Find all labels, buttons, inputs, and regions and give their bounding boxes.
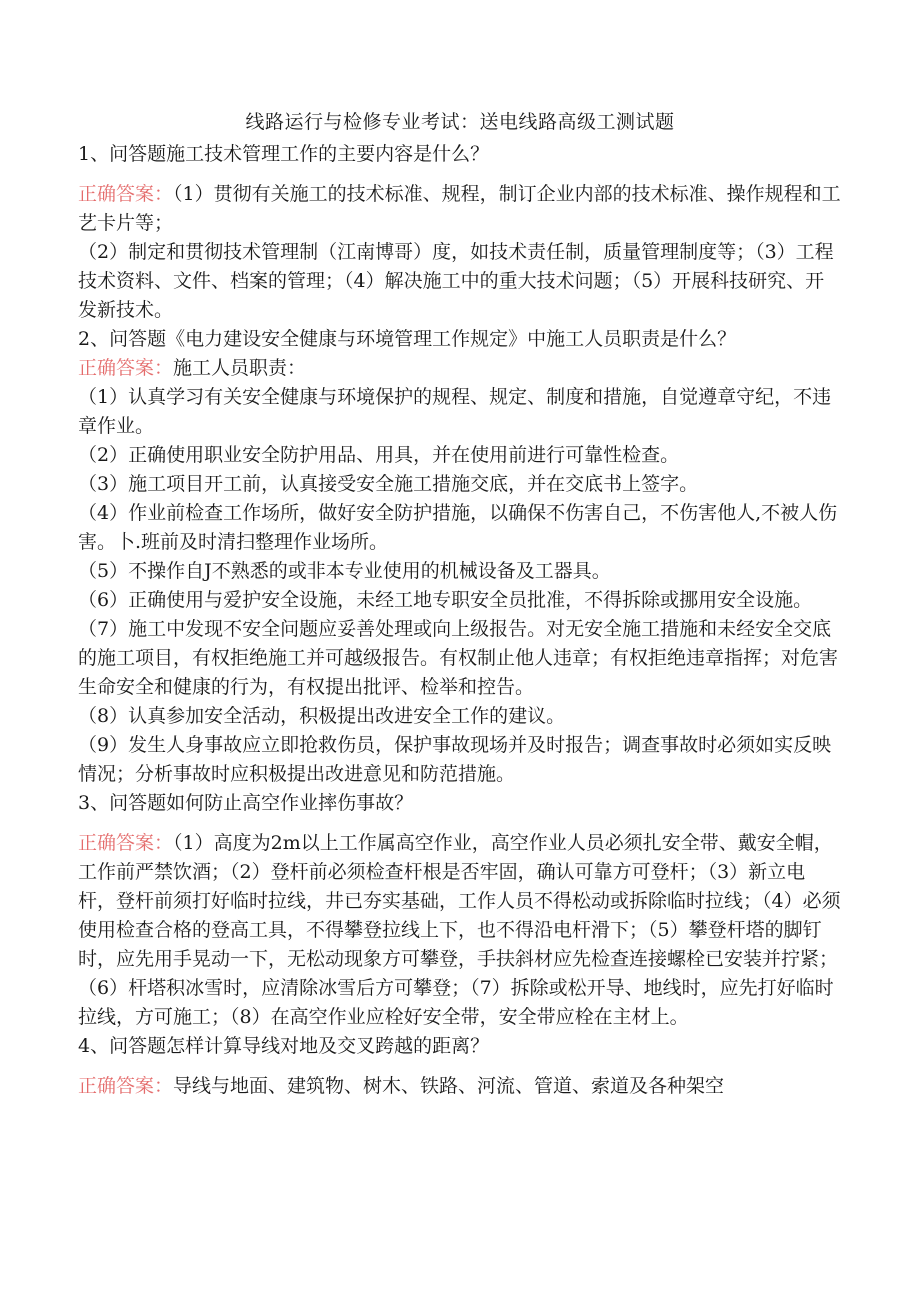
answer-text: （1）高度为2m以上工作属高空作业，高空作业人员必须扎安全带、戴安全帽，工作前严禁饮酒；（2）登杆前必须检查杆根是否牢固，确认可靠方可登杆；（3）新立电杆，登杆前须打好临时拉线，井已夯实基础，工作人员不得松动或拆除临时拉线；（4）必须使用检查合格的登高工具，不得攀登拉线上下，也不得沿电杆滑下；（5）攀登杆塔的脚钉时，应先用手晃动一下，无松动现象方可攀登，手扶斜材应先检查连接螺栓已安装并拧紧；（6）杆塔积冰雪时，应清除冰雪后方可攀登；（7）拆除或松开导、地线时，应先打好临时拉线，方可施工；（8）在高空作业应栓好安全带，安全带应栓在主材上。 [78, 832, 841, 1028]
answer-2-item: （8）认真参加安全活动，积极提出改进安全工作的建议。 [78, 705, 566, 727]
answer-4-line [78, 1072, 842, 1101]
answer-3-line [78, 829, 842, 1032]
question-3: 3、问答题如何防止高空作业摔伤事故？ [78, 792, 414, 814]
document-body [78, 140, 842, 1101]
answer-2-item: （3）施工项目开工前，认真接受安全施工措施交底，并在交底书上签字。 [78, 473, 699, 495]
question-1: 1、问答题施工技术管理工作的主要内容是什么？ [78, 143, 490, 165]
answer-label: 正确答案： [78, 357, 174, 379]
answer-1-line [78, 180, 842, 238]
answer-label: 正确答案： [78, 832, 174, 854]
question-4: 4、问答题怎样计算导线对地及交叉跨越的距离？ [78, 1035, 490, 1057]
answer-label: 正确答案： [78, 183, 174, 205]
answer-2-item: （1）认真学习有关安全健康与环境保护的规程、规定、制度和措施，自觉遵章守纪，不违章作业。 [78, 386, 832, 437]
answer-2-item: （9）发生人身事故应立即抢救伤员，保护事故现场并及时报告；调查事故时必须如实反映情况；分析事故时应积极提出改进意见和防范措施。 [78, 734, 832, 785]
answer-text: （1）贯彻有关施工的技术标准、规程，制订企业内部的技术标准、操作规程和工艺卡片等； [78, 183, 841, 234]
document-title: 线路运行与检修专业考试：送电线路高级工测试题 [245, 111, 675, 133]
question-2: 2、问答题《电力建设安全健康与环境管理工作规定》中施工人员职责是什么？ [78, 328, 737, 350]
answer-2-item: （6）正确使用与爱护安全设施，未经工地专职安全员批准，不得拆除或挪用安全设施。 [78, 589, 813, 611]
answer-text: 导线与地面、建筑物、树木、铁路、河流、管道、索道及各种架空 [173, 1075, 725, 1097]
answer-2-item: （5）不操作自J不熟悉的或非本专业使用的机械设备及工器具。 [78, 560, 611, 582]
answer-1-line: （2）制定和贯彻技术管理制（江南博哥）度，如技术责任制，质量管理制度等；（3）工程技术资料、文件、档案的管理；（4）解决施工中的重大技术问题；（5）开展科技研究、开发新技术。 [78, 241, 834, 321]
answer-2-item: （2）正确使用职业安全防护用品、用具，并在使用前进行可靠性检查。 [78, 444, 680, 466]
answer-3 [78, 829, 842, 1032]
answer-label: 正确答案： [78, 1075, 174, 1097]
answer-4 [78, 1072, 842, 1101]
answer-2-item: （7）施工中发现不安全问题应妥善处理或向上级报告。对无安全施工措施和未经安全交底的施工项目，有权拒绝施工并可越级报告。有权制止他人违章；有权拒绝违章指挥；对危害生命安全和健康的行为，有权提出批评、检举和控告。 [78, 618, 839, 698]
answer-2-item: （4）作业前检查工作场所，做好安全防护措施，以确保不伤害自己，不伤害他人,不被人伤害。卜.班前及时清扫整理作业场所。 [78, 502, 838, 553]
answer-2 [78, 354, 842, 789]
answer-1 [78, 180, 842, 325]
answer-text: 施工人员职责： [173, 357, 307, 379]
answer-2-line [78, 354, 842, 383]
